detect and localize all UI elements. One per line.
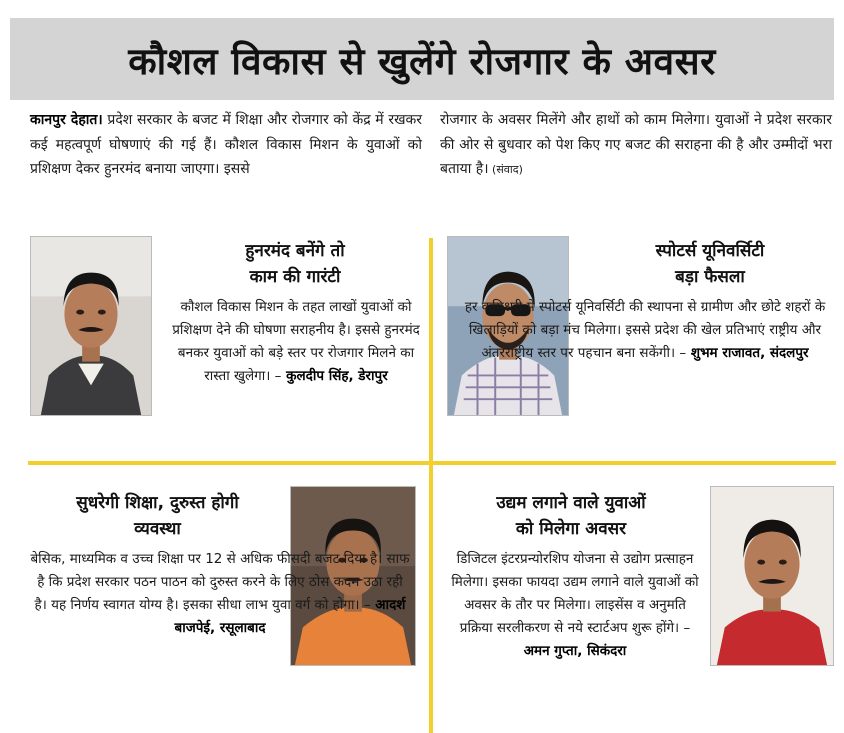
quote-text-2: हर कमिश्नरी में स्पोटर्स यूनिवर्सिटी की स्थापना से ग्रामीण और छोटे शहरों के खिलाड़ियों को बड़ा मंच मिलेगा। इससे प्रदेश की खेल प्रतिभाएं राष्ट्रीय और अंतरराष्ट्रीय स्तर पर पहचान बना सकेंगी। – bbox=[464, 299, 826, 361]
photo-kuldeep bbox=[30, 236, 152, 416]
quote-text-3: बेसिक, माध्यमिक व उच्च शिक्षा पर 12 से अधिक फीसदी बजट दिया है। साफ है कि प्रदेश सरकार पठन पाठन को दुरुस्त करने के लिए ठोस कदम उठा रही है। यह निर्णय स्वागत योग्य है। इसका सीधा लाभ युवा वर्ग को होगा। – bbox=[30, 551, 410, 613]
intro-left-text: प्रदेश सरकार के बजट में शिक्षा और रोजगार को केंद्र में रखकर कई महत्वपूर्ण घोषणाएं की गई हैं। कौशल विकास मिशन के युवाओं को प्रशिक्षण देकर हुनरमंद बनाया जाएगा। इससे bbox=[30, 112, 423, 177]
intro-left-column bbox=[30, 108, 422, 182]
quote-title-3-line-1: सुधरेगी शिक्षा, दुरुस्त होगी bbox=[76, 493, 239, 513]
quote-body-1 bbox=[170, 296, 422, 388]
horizontal-divider bbox=[28, 461, 836, 465]
intro-right-column bbox=[440, 108, 832, 183]
headline: कौशल विकास से खुलेंगे रोजगार के अवसर bbox=[128, 39, 716, 83]
quote-text-1: कौशल विकास मिशन के तहत लाखों युवाओं को प्रशिक्षण देने की घोषणा सराहनीय है। इससे हुनरमंद बनकर युवाओं को बड़े स्तर पर रोजगार मिलने का रास्ता खुलेगा। – bbox=[172, 299, 420, 384]
quote-title-1-line-2: काम की गारंटी bbox=[249, 267, 341, 287]
quote-title-4-line-2: को मिलेगा अवसर bbox=[515, 519, 627, 539]
quote-title-4-line-1: उद्यम लगाने वाले युवाओं bbox=[496, 493, 646, 513]
quote-title-2 bbox=[590, 238, 830, 290]
quote-name-1: कुलदीप सिंह, डेरापुर bbox=[281, 368, 388, 384]
quote-name-3: आदर्श बाजपेई, रसूलाबाद bbox=[174, 597, 406, 636]
quote-title-1 bbox=[175, 238, 415, 290]
quote-title-4 bbox=[446, 490, 696, 542]
quote-text-4: डिजिटल इंटरप्रन्योरशिप योजना से उद्योग प्रत्साहन मिलेगा। इसका फायदा उद्यम लगाने वाले युवाओं को अवसर के तौर पर मिलेगा। लाइसेंस व अनुमति प्रक्रिया सरलीकरण से नये स्टार्टअप शुरू होंगे। – bbox=[451, 551, 699, 636]
quote-title-2-line-1: स्पोटर्स यूनिवर्सिटी bbox=[655, 241, 765, 261]
quote-title-3 bbox=[30, 490, 285, 542]
quote-title-2-line-2: बड़ा फैसला bbox=[675, 267, 745, 287]
quote-title-1-line-1: हुनरमंद बनेंगे तो bbox=[245, 241, 345, 261]
quote-name-4: अमन गुप्ता, सिकंदरा bbox=[523, 643, 627, 659]
headline-bar bbox=[10, 18, 834, 100]
intro-credit: (संवाद) bbox=[488, 163, 523, 176]
photo-aman bbox=[710, 486, 834, 666]
dateline: कानपुर देहात। bbox=[30, 112, 103, 128]
quote-body-4 bbox=[446, 548, 704, 663]
quote-title-3-line-2: व्यवस्था bbox=[134, 519, 181, 539]
quote-name-2: शुभम राजावत, संदलपुर bbox=[686, 345, 809, 361]
quote-body-3 bbox=[30, 548, 410, 640]
quote-body-2 bbox=[462, 296, 828, 365]
intro-right-text: रोजगार के अवसर मिलेंगे और हाथों को काम मिलेगा। युवाओं ने प्रदेश सरकार की ओर से बुधवार को पेश किए गए बजट की सराहना की है और उम्मीदों भरा बताया है। bbox=[440, 112, 832, 177]
vertical-divider bbox=[429, 238, 433, 733]
